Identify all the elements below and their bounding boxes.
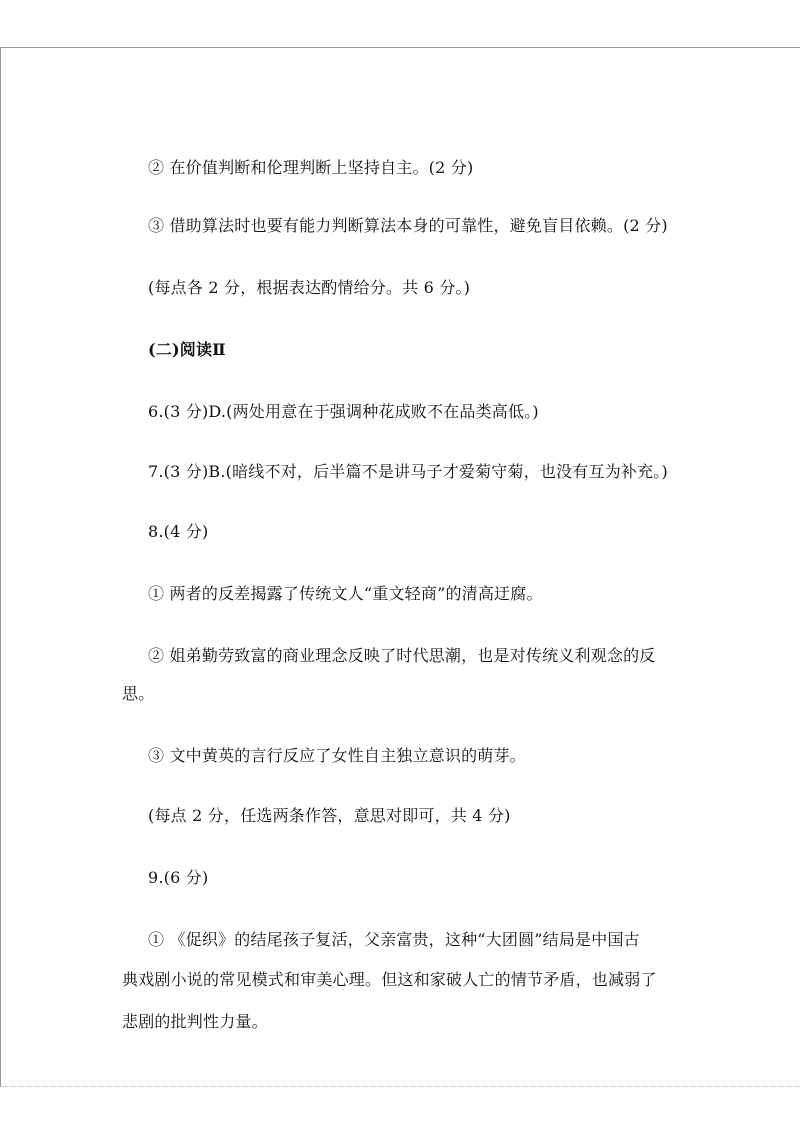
question-9-point-1-continued-a: 典戏剧小说的常见模式和审美心理。但这和家破人亡的情节矛盾，也减弱了 xyxy=(122,970,657,989)
question-7-answer: 7.(3 分)B.(暗线不对，后半篇不是讲马子才爱菊守菊，也没有互为补充。) xyxy=(148,462,668,481)
question-8-point-3: ③ 文中黄英的言行反应了女性自主独立意识的萌芽。 xyxy=(148,746,526,765)
answer-line-2: ② 在价值判断和伦理判断上坚持自主。(2 分) xyxy=(148,158,474,177)
question-9-point-1-continued-b: 悲剧的批判性力量。 xyxy=(122,1012,268,1031)
question-8-scoring-note: (每点 2 分，任选两条作答，意思对即可，共 4 分) xyxy=(148,806,511,825)
question-6-answer: 6.(3 分)D.(两处用意在于强调种花成败不在品类高低。) xyxy=(148,402,539,421)
page-bottom-border xyxy=(0,1086,800,1087)
answer-line-3: ③ 借助算法时也要有能力判断算法本身的可靠性，避免盲目依赖。(2 分) xyxy=(148,216,668,235)
scoring-note: (每点各 2 分，根据表达酌情给分。共 6 分。) xyxy=(148,278,471,297)
page-left-border xyxy=(0,47,1,1087)
question-8-point-2: ② 姐弟勤劳致富的商业理念反映了时代思潮，也是对传统义利观念的反 xyxy=(148,646,656,665)
question-8-point-1: ① 两者的反差揭露了传统文人“重文轻商”的清高迂腐。 xyxy=(148,584,543,603)
page-top-border xyxy=(0,47,800,48)
section-heading: (二)阅读Ⅱ xyxy=(148,340,226,359)
question-8-heading: 8.(4 分) xyxy=(148,522,209,541)
question-9-point-1: ① 《促织》的结尾孩子复活，父亲富贵，这种“大团圆”结局是中国古 xyxy=(148,930,640,949)
question-9-heading: 9.(6 分) xyxy=(148,868,209,887)
question-8-point-2-continued: 思。 xyxy=(122,684,155,703)
